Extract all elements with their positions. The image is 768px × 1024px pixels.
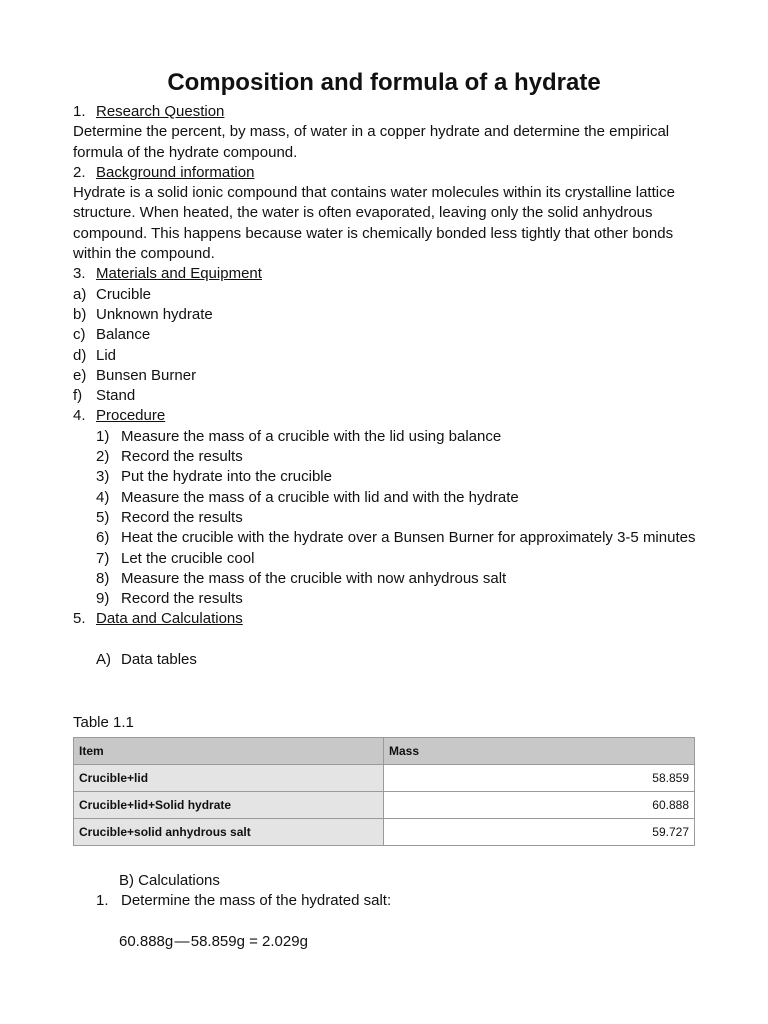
header-mass: Mass [384,738,695,765]
list-text: Measure the mass of the crucible with now anhydrous salt [121,569,507,587]
section-heading-procedure [73,406,703,426]
list-item [96,569,703,589]
calc-step [73,891,391,911]
spacer [73,630,703,650]
list-text: Crucible [96,285,152,303]
section-number: 3. [73,265,86,283]
calculations-heading: B) Calculations [119,872,220,889]
list-item [96,589,703,609]
list-number: 3) [96,468,110,486]
section-heading-background [73,163,703,183]
list-item [96,447,703,467]
list-text: Data tables [121,651,197,669]
list-number: 1. [96,892,109,910]
list-item [73,346,703,366]
section-number: 4. [73,407,86,425]
background-text: Hydrate is a solid ionic compound that contains water molecules within its crystalline lattice structure. When heated, the water is often evaporated, leaving only the solid anhydrous compound. This happens because water is chemically bonded less tightly that other bonds within the compound. [73,184,675,263]
list-number: a) [73,285,87,303]
list-text: Bunsen Burner [96,366,197,384]
cell-mass: 58.859 [384,765,695,792]
list-text: Let the crucible cool [121,549,255,567]
list-item [73,366,703,386]
cell-item: Crucible+lid+Solid hydrate [74,792,384,819]
list-number: 5) [96,508,110,526]
list-number: 4) [96,488,110,506]
table-row [74,819,695,846]
list-item [73,386,703,406]
document-body [73,102,703,670]
list-text: Put the hydrate into the crucible [121,468,332,486]
section-heading-research-question [73,102,703,122]
list-item [73,305,703,325]
section-number: 5. [73,610,86,628]
list-text: Balance [96,326,151,344]
list-text: Determine the mass of the hydrated salt: [121,892,392,910]
list-number: 9) [96,590,110,608]
list-text: Measure the mass of a crucible with the lid using balance [121,427,502,445]
section-number: 1. [73,103,86,120]
data-table [73,737,695,846]
calculations [73,871,391,952]
list-number: 7) [96,549,110,567]
list-text: Record the results [121,590,243,608]
list-item [96,549,703,569]
list-number: f) [73,387,83,405]
list-number: 2) [96,448,110,466]
list-number: 1) [96,427,110,445]
list-text: Measure the mass of a crucible with lid and with the hydrate [121,488,519,506]
list-number: b) [73,305,87,323]
calc-formula: 60.888g — 58.859g = 2.029g [119,932,308,950]
materials-list [73,285,703,407]
section-heading: Background information [96,163,255,181]
section-heading: Data and Calculations [96,610,243,628]
list-item [73,325,703,345]
list-number: A) [96,651,111,669]
list-item [96,427,703,447]
list-number: 8) [96,569,110,587]
list-number: 6) [96,529,110,547]
list-text: Lid [96,346,117,364]
cell-item: Crucible+solid anhydrous salt [74,819,384,846]
cell-item: Crucible+lid [74,765,384,792]
list-text: Stand [96,387,136,405]
table-body [74,765,695,846]
table-label: Table 1.1 [73,714,134,731]
list-text: Record the results [121,448,243,466]
table-row [74,792,695,819]
list-number: c) [73,326,86,344]
cell-mass: 60.888 [384,792,695,819]
document-title: Composition and formula of a hydrate [167,69,601,96]
list-item [96,467,703,487]
research-question-text: Determine the percent, by mass, of water in a copper hydrate and determine the empirical formula of the hydrate compound. [73,123,670,161]
section-heading: Materials and Equipment [96,265,262,283]
table-header-row [74,738,695,765]
list-item [73,285,703,305]
list-item [96,528,703,548]
table-row [74,765,695,792]
subsection-data-tables [73,650,703,670]
section-heading-materials [73,264,703,284]
spacer [73,912,391,932]
section-heading-data [73,609,703,629]
section-number: 2. [73,163,86,181]
section-heading: Procedure [96,407,166,425]
list-number: d) [73,346,87,364]
procedure-list [73,427,703,610]
header-item: Item [74,738,384,765]
section-heading: Research Question [96,103,225,120]
list-text: Record the results [121,508,243,526]
list-text: Unknown hydrate [96,305,213,323]
cell-mass: 59.727 [384,819,695,846]
list-text: Heat the crucible with the hydrate over a Bunsen Burner for approximately 3-5 minutes [121,529,696,547]
list-number: e) [73,366,87,384]
list-item [96,508,703,528]
list-item [96,488,703,508]
